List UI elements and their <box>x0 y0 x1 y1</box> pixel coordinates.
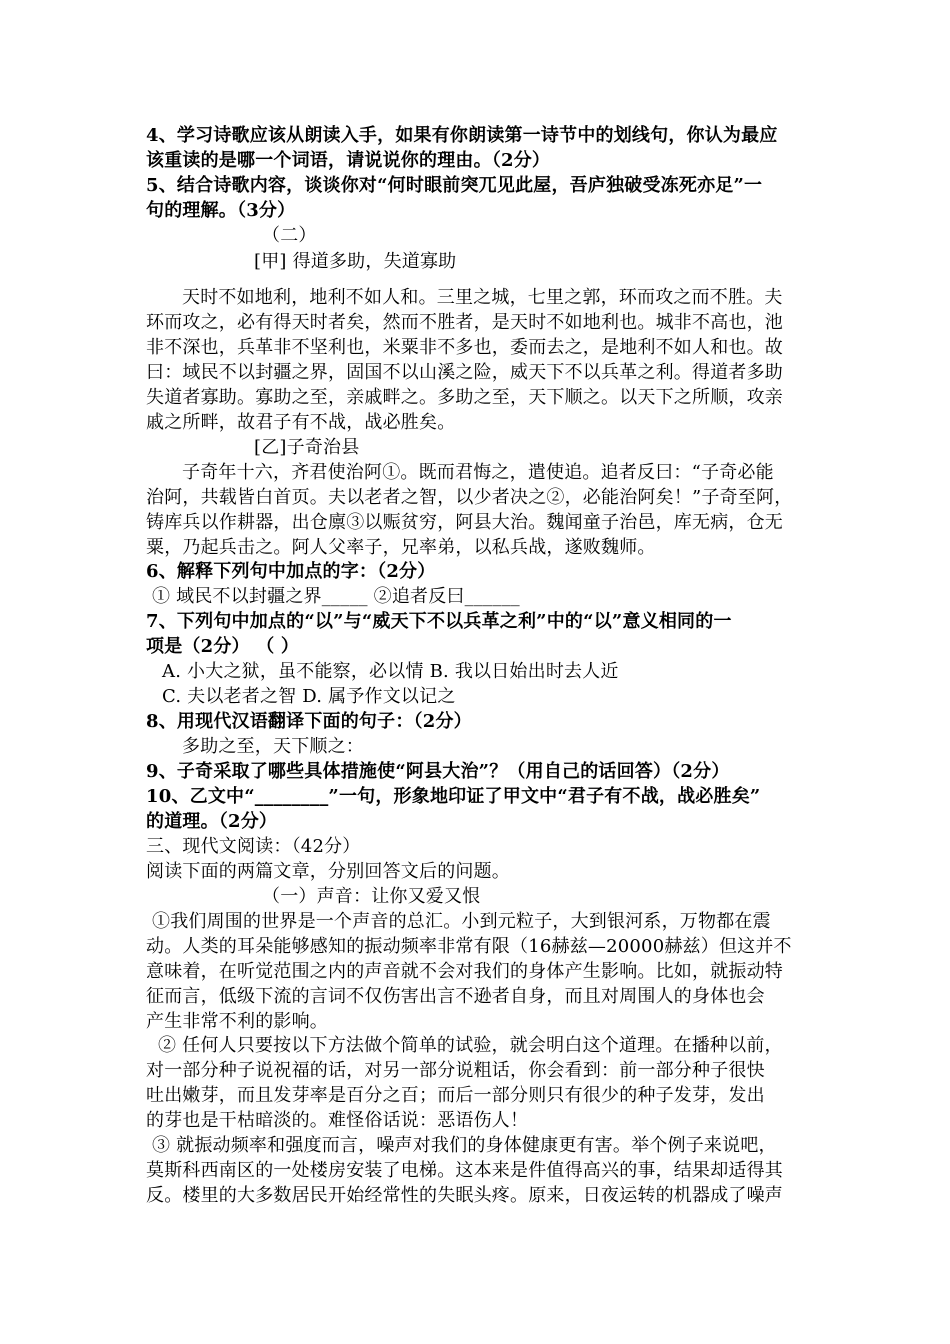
article-paragraph-1: 征而言，低级下流的言词不仅伤害出言不逊者自身，而且对周围人的身体也会 <box>146 986 765 1007</box>
text-jia-line: 曰：域民不以封疆之界，固国不以山溪之险，威天下不以兵革之利。得道者多助 <box>146 362 783 383</box>
question-10-line-2: 的道理。（2分） <box>146 811 278 832</box>
article-one-title: （一）声音：让你又爱又恨 <box>262 886 481 907</box>
question-8: 8、用现代汉语翻译下面的句子：（2分） <box>146 711 472 732</box>
text-jia-line: 非不深也，兵革非不坚利也，米粟非不多也，委而去之，是地利不如人和也。故 <box>146 337 783 358</box>
text-yi-title: [乙]子奇治县 <box>254 437 360 458</box>
text-yi-line: 铸库兵以作耕器，出仓廪③以赈贫穷，阿县大治。魏闻童子治邑，库无病，仓无 <box>146 512 783 533</box>
text-yi-line: 粟，乃起兵击之。阿人父率子，兄率弟，以私兵战，遂败魏师。 <box>146 537 656 558</box>
question-6-items: ① 域民不以封疆之界_____ ②追者反曰______ <box>152 586 520 607</box>
section-three-instructions: 阅读下面的两篇文章，分别回答文后的问题。 <box>146 861 510 882</box>
text-jia-title: [甲] 得道多助，失道寡助 <box>254 251 457 272</box>
article-paragraph-1: ①我们周围的世界是一个声音的总汇。小到元粒子，大到银河系，万物都在震 <box>152 911 771 932</box>
question-7-options-ab: A. 小大之狱，虽不能察，必以情 B. 我以日始出时去人近 <box>162 661 619 682</box>
question-5-line-1: 5、结合诗歌内容，谈谈你对“何时眼前突兀见此屋，吾庐独破受冻死亦足”一 <box>146 175 763 196</box>
question-7-line-2: 项是（2分） （ ） <box>146 636 300 657</box>
text-jia-line: 天时不如地利，地利不如人和。三里之城，七里之郭，环而攻之而不胜。夫 <box>182 287 783 308</box>
article-paragraph-2: 的芽也是干枯暗淡的。难怪俗话说：恶语伤人！ <box>146 1110 529 1131</box>
article-paragraph-1: 意味着，在听觉范围之内的声音就不会对我们的身体产生影响。比如，就振动特 <box>146 961 783 982</box>
article-paragraph-3: ③ 就振动频率和强度而言，噪声对我们的身体健康更有害。举个例子来说吧， <box>152 1135 777 1156</box>
question-6: 6、解释下列句中加点的字：（2分） <box>146 561 436 582</box>
question-7-options-cd: C. 夫以老者之智 D. 属予作文以记之 <box>162 686 456 707</box>
text-yi-line: 治阿，共载皆白首页。夫以老者之智，以少者决之②，必能治阿矣！”子奇至阿， <box>146 487 793 508</box>
article-paragraph-1: 动。人类的耳朵能够感知的振动频率非常有限（16赫兹—20000赫兹）但这并不 <box>146 936 792 957</box>
text-yi-line: 子奇年十六，齐君使治阿①。既而君悔之，遣使追。追者反曰：“子奇必能 <box>182 462 774 483</box>
article-paragraph-2: 对一部分种子说祝福的话，对另一部分说粗话，你会看到：前一部分种子很快 <box>146 1060 765 1081</box>
question-9: 9、子奇采取了哪些具体措施使“阿县大治”？（用自己的话回答）（2分） <box>146 761 730 782</box>
question-4-line-2: 该重读的是哪一个词语，请说说你的理由。（2分） <box>146 150 551 171</box>
text-jia-line: 失道者寡助。寡助之至，亲戚畔之。多助之至，天下顺之。以天下之所顺，攻亲 <box>146 387 783 408</box>
text-jia-line: 戚之所畔，故君子有不战，战必胜矣。 <box>146 412 456 433</box>
section-two-heading: （二） <box>262 225 317 246</box>
article-paragraph-2: 吐出嫩芽，而且发芽率是百分之百；而后一部分则只有很少的种子发芽，发出 <box>146 1085 765 1106</box>
article-paragraph-1: 产生非常不利的影响。 <box>146 1011 328 1032</box>
section-three-heading: 三、现代文阅读：（42分） <box>146 836 361 857</box>
article-paragraph-3: 反。楼里的大多数居民开始经常性的失眠头疼。原来，日夜运转的机器成了噪声 <box>146 1185 783 1206</box>
question-10-line-1: 10、乙文中“________”一句，形象地印证了甲文中“君子有不战，战必胜矣” <box>146 786 761 807</box>
article-paragraph-2: ② 任何人只要按以下方法做个简单的试验，就会明白这个道理。在播种以前， <box>158 1035 783 1056</box>
question-4-line-1: 4、学习诗歌应该从朗读入手，如果有你朗读第一诗节中的划线句，你认为最应 <box>146 125 778 146</box>
question-5-line-2: 句的理解。（3分） <box>146 200 296 221</box>
article-paragraph-3: 莫斯科西南区的一处楼房安装了电梯。这本来是件值得高兴的事，结果却适得其 <box>146 1160 783 1181</box>
text-jia-line: 环而攻之，必有得天时者矣，然而不胜者，是天时不如地利也。城非不高也，池 <box>146 312 783 333</box>
question-8-sentence: 多助之至，天下顺之： <box>182 736 364 757</box>
question-7-line-1: 7、下列句中加点的“以”与“威天下不以兵革之利”中的“以”意义相同的一 <box>146 611 732 632</box>
